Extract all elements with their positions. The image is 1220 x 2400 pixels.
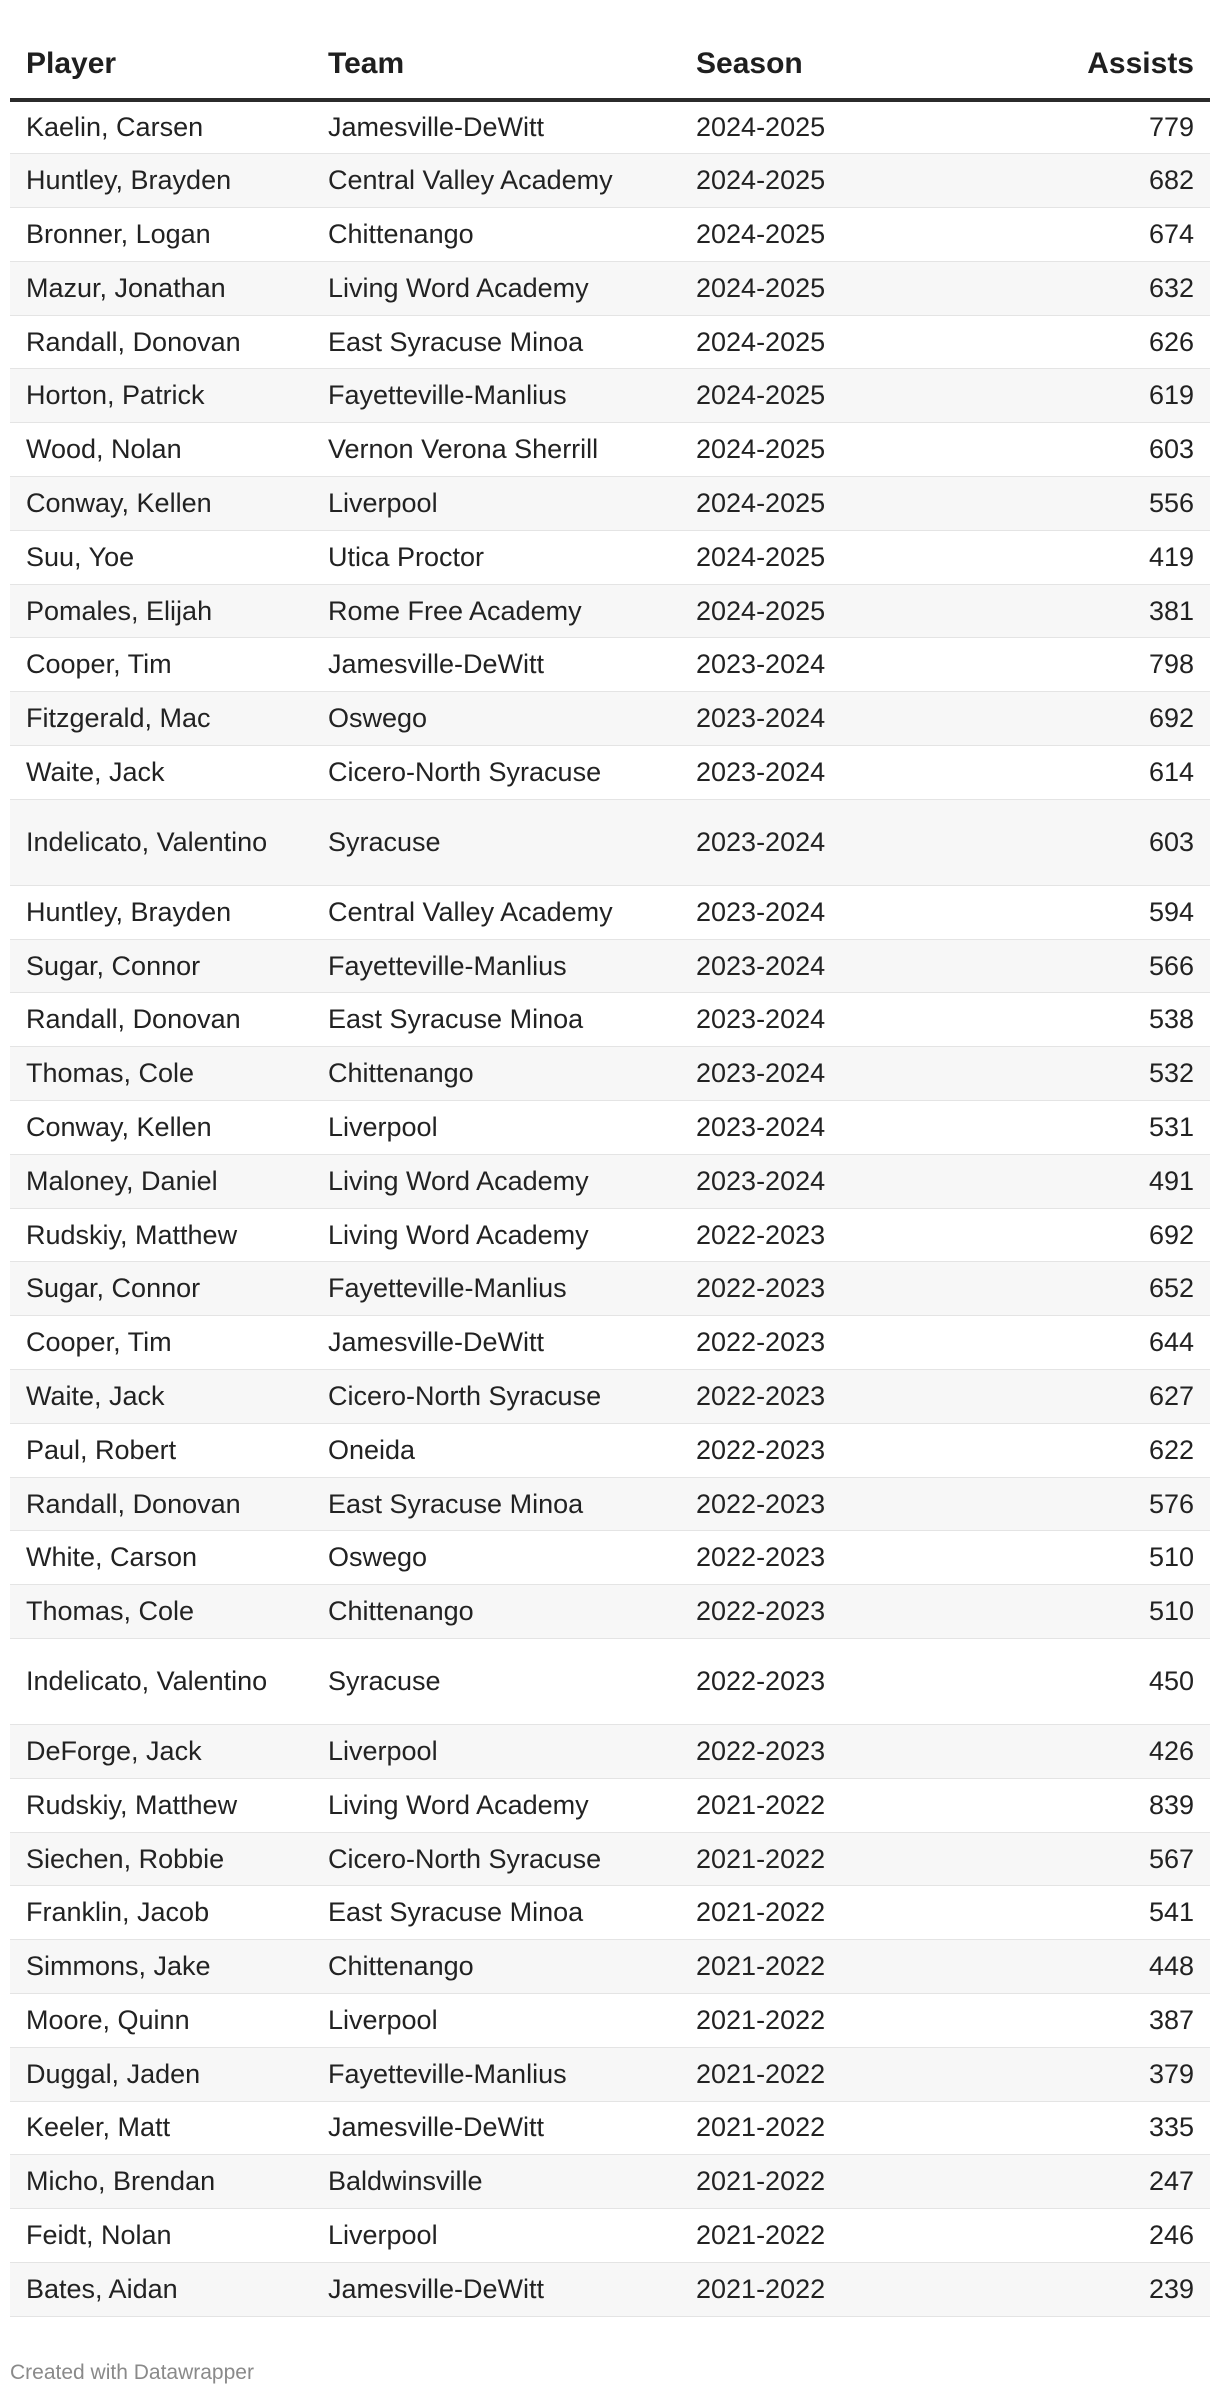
season-cell: 2021-2022	[680, 1832, 980, 1886]
table-row	[10, 2262, 1210, 2316]
table-row	[10, 154, 1210, 208]
player-cell: Cooper, Tim	[10, 638, 312, 692]
assists-cell: 531	[980, 1101, 1210, 1155]
assists-cell: 594	[980, 885, 1210, 939]
season-cell: 2024-2025	[680, 369, 980, 423]
table-row	[10, 1101, 1210, 1155]
column-header-team[interactable]: Team	[312, 30, 680, 100]
table-row	[10, 1531, 1210, 1585]
column-header-assists[interactable]: Assists	[980, 30, 1210, 100]
team-cell: Fayetteville-Manlius	[312, 1262, 680, 1316]
player-cell: Suu, Yoe	[10, 530, 312, 584]
team-cell: Jamesville-DeWitt	[312, 2262, 680, 2316]
table-row	[10, 1994, 1210, 2048]
team-cell: Syracuse	[312, 799, 680, 885]
season-cell: 2022-2023	[680, 1477, 980, 1531]
player-cell: Duggal, Jaden	[10, 2047, 312, 2101]
table-row	[10, 2047, 1210, 2101]
team-cell: East Syracuse Minoa	[312, 315, 680, 369]
assists-cell: 450	[980, 1639, 1210, 1725]
table-row	[10, 584, 1210, 638]
season-cell: 2024-2025	[680, 100, 980, 154]
team-cell: Liverpool	[312, 1101, 680, 1155]
table-row	[10, 638, 1210, 692]
table-row	[10, 1639, 1210, 1725]
player-cell: Mazur, Jonathan	[10, 261, 312, 315]
team-cell: Liverpool	[312, 477, 680, 531]
team-cell: Central Valley Academy	[312, 154, 680, 208]
table-row	[10, 261, 1210, 315]
table-row	[10, 477, 1210, 531]
header-row	[10, 30, 1210, 100]
assists-cell: 627	[980, 1370, 1210, 1424]
assists-cell: 614	[980, 746, 1210, 800]
assists-cell: 839	[980, 1778, 1210, 1832]
season-cell: 2022-2023	[680, 1639, 980, 1725]
player-cell: Randall, Donovan	[10, 315, 312, 369]
table-row	[10, 1778, 1210, 1832]
assists-cell: 247	[980, 2155, 1210, 2209]
player-cell: Keeler, Matt	[10, 2101, 312, 2155]
team-cell: Chittenango	[312, 1585, 680, 1639]
season-cell: 2021-2022	[680, 2101, 980, 2155]
season-cell: 2021-2022	[680, 1778, 980, 1832]
team-cell: Jamesville-DeWitt	[312, 100, 680, 154]
season-cell: 2023-2024	[680, 746, 980, 800]
assists-cell: 538	[980, 993, 1210, 1047]
player-cell: Maloney, Daniel	[10, 1154, 312, 1208]
season-cell: 2023-2024	[680, 799, 980, 885]
assists-cell: 335	[980, 2101, 1210, 2155]
column-header-season[interactable]: Season	[680, 30, 980, 100]
player-cell: Rudskiy, Matthew	[10, 1778, 312, 1832]
table-row	[10, 1725, 1210, 1779]
season-cell: 2024-2025	[680, 530, 980, 584]
table-row	[10, 100, 1210, 154]
player-cell: Wood, Nolan	[10, 423, 312, 477]
season-cell: 2021-2022	[680, 2047, 980, 2101]
season-cell: 2021-2022	[680, 2262, 980, 2316]
table-row	[10, 692, 1210, 746]
team-cell: Baldwinsville	[312, 2155, 680, 2209]
team-cell: Utica Proctor	[312, 530, 680, 584]
season-cell: 2022-2023	[680, 1585, 980, 1639]
player-cell: Thomas, Cole	[10, 1047, 312, 1101]
season-cell: 2023-2024	[680, 939, 980, 993]
table-row	[10, 746, 1210, 800]
assists-cell: 448	[980, 1940, 1210, 1994]
season-cell: 2023-2024	[680, 993, 980, 1047]
team-cell: Living Word Academy	[312, 1154, 680, 1208]
table-row	[10, 1940, 1210, 1994]
season-cell: 2023-2024	[680, 1154, 980, 1208]
player-cell: Randall, Donovan	[10, 1477, 312, 1531]
team-cell: Cicero-North Syracuse	[312, 1832, 680, 1886]
assists-cell: 644	[980, 1316, 1210, 1370]
season-cell: 2022-2023	[680, 1725, 980, 1779]
table-row	[10, 993, 1210, 1047]
season-cell: 2021-2022	[680, 1994, 980, 2048]
assists-cell: 246	[980, 2209, 1210, 2263]
player-cell: Sugar, Connor	[10, 939, 312, 993]
team-cell: Fayetteville-Manlius	[312, 939, 680, 993]
table-row	[10, 885, 1210, 939]
team-cell: Jamesville-DeWitt	[312, 2101, 680, 2155]
assists-cell: 622	[980, 1423, 1210, 1477]
team-cell: Syracuse	[312, 1639, 680, 1725]
team-cell: East Syracuse Minoa	[312, 1886, 680, 1940]
player-cell: Paul, Robert	[10, 1423, 312, 1477]
assists-cell: 419	[980, 530, 1210, 584]
team-cell: Oneida	[312, 1423, 680, 1477]
assists-cell: 626	[980, 315, 1210, 369]
player-cell: Huntley, Brayden	[10, 885, 312, 939]
player-cell: Kaelin, Carsen	[10, 100, 312, 154]
player-cell: Cooper, Tim	[10, 1316, 312, 1370]
player-cell: Thomas, Cole	[10, 1585, 312, 1639]
season-cell: 2024-2025	[680, 261, 980, 315]
season-cell: 2022-2023	[680, 1208, 980, 1262]
player-cell: DeForge, Jack	[10, 1725, 312, 1779]
player-cell: Conway, Kellen	[10, 1101, 312, 1155]
team-cell: Living Word Academy	[312, 261, 680, 315]
assists-cell: 619	[980, 369, 1210, 423]
table-row	[10, 423, 1210, 477]
assists-cell: 779	[980, 100, 1210, 154]
season-cell: 2022-2023	[680, 1316, 980, 1370]
column-header-player[interactable]: Player	[10, 30, 312, 100]
player-cell: Rudskiy, Matthew	[10, 1208, 312, 1262]
assists-cell: 682	[980, 154, 1210, 208]
player-cell: Huntley, Brayden	[10, 154, 312, 208]
player-cell: Pomales, Elijah	[10, 584, 312, 638]
assists-cell: 387	[980, 1994, 1210, 2048]
season-cell: 2024-2025	[680, 423, 980, 477]
table-row	[10, 799, 1210, 885]
season-cell: 2022-2023	[680, 1531, 980, 1585]
table-row	[10, 1370, 1210, 1424]
team-cell: Jamesville-DeWitt	[312, 638, 680, 692]
table-row	[10, 1154, 1210, 1208]
player-cell: Franklin, Jacob	[10, 1886, 312, 1940]
season-cell: 2022-2023	[680, 1370, 980, 1424]
assists-cell: 532	[980, 1047, 1210, 1101]
season-cell: 2021-2022	[680, 2155, 980, 2209]
team-cell: Living Word Academy	[312, 1208, 680, 1262]
team-cell: Chittenango	[312, 1940, 680, 1994]
season-cell: 2023-2024	[680, 638, 980, 692]
team-cell: Living Word Academy	[312, 1778, 680, 1832]
assists-table	[10, 30, 1210, 2317]
season-cell: 2023-2024	[680, 1047, 980, 1101]
team-cell: Fayetteville-Manlius	[312, 2047, 680, 2101]
table-row	[10, 939, 1210, 993]
team-cell: Liverpool	[312, 1725, 680, 1779]
team-cell: Cicero-North Syracuse	[312, 746, 680, 800]
season-cell: 2023-2024	[680, 692, 980, 746]
table-row	[10, 2209, 1210, 2263]
season-cell: 2024-2025	[680, 477, 980, 531]
table-row	[10, 530, 1210, 584]
table-header	[10, 30, 1210, 100]
player-cell: Bates, Aidan	[10, 2262, 312, 2316]
table-row	[10, 1423, 1210, 1477]
team-cell: East Syracuse Minoa	[312, 993, 680, 1047]
assists-cell: 576	[980, 1477, 1210, 1531]
table-body	[10, 100, 1210, 2316]
assists-cell: 379	[980, 2047, 1210, 2101]
assists-cell: 541	[980, 1886, 1210, 1940]
assists-cell: 566	[980, 939, 1210, 993]
player-cell: Moore, Quinn	[10, 1994, 312, 2048]
assists-cell: 632	[980, 261, 1210, 315]
season-cell: 2024-2025	[680, 208, 980, 262]
table-row	[10, 1316, 1210, 1370]
team-cell: Jamesville-DeWitt	[312, 1316, 680, 1370]
team-cell: Oswego	[312, 1531, 680, 1585]
player-cell: Indelicato, Valentino	[10, 799, 312, 885]
assists-cell: 652	[980, 1262, 1210, 1316]
table-row	[10, 1208, 1210, 1262]
table-row	[10, 1832, 1210, 1886]
assists-cell: 798	[980, 638, 1210, 692]
assists-cell: 692	[980, 692, 1210, 746]
table-row	[10, 2101, 1210, 2155]
assists-cell: 491	[980, 1154, 1210, 1208]
player-cell: Indelicato, Valentino	[10, 1639, 312, 1725]
team-cell: Central Valley Academy	[312, 885, 680, 939]
player-cell: Fitzgerald, Mac	[10, 692, 312, 746]
season-cell: 2023-2024	[680, 885, 980, 939]
player-cell: White, Carson	[10, 1531, 312, 1585]
assists-cell: 674	[980, 208, 1210, 262]
team-cell: Vernon Verona Sherrill	[312, 423, 680, 477]
player-cell: Randall, Donovan	[10, 993, 312, 1047]
table-row	[10, 208, 1210, 262]
season-cell: 2022-2023	[680, 1423, 980, 1477]
assists-cell: 556	[980, 477, 1210, 531]
player-cell: Siechen, Robbie	[10, 1832, 312, 1886]
season-cell: 2021-2022	[680, 1886, 980, 1940]
table-row	[10, 2155, 1210, 2209]
season-cell: 2024-2025	[680, 315, 980, 369]
team-cell: Cicero-North Syracuse	[312, 1370, 680, 1424]
team-cell: Chittenango	[312, 208, 680, 262]
assists-cell: 603	[980, 799, 1210, 885]
assists-cell: 381	[980, 584, 1210, 638]
table-row	[10, 1477, 1210, 1531]
season-cell: 2022-2023	[680, 1262, 980, 1316]
table-row	[10, 369, 1210, 423]
assists-cell: 567	[980, 1832, 1210, 1886]
table-row	[10, 315, 1210, 369]
assists-cell: 510	[980, 1585, 1210, 1639]
team-cell: Oswego	[312, 692, 680, 746]
season-cell: 2023-2024	[680, 1101, 980, 1155]
player-cell: Horton, Patrick	[10, 369, 312, 423]
player-cell: Waite, Jack	[10, 1370, 312, 1424]
season-cell: 2024-2025	[680, 154, 980, 208]
season-cell: 2024-2025	[680, 584, 980, 638]
team-cell: Rome Free Academy	[312, 584, 680, 638]
player-cell: Micho, Brendan	[10, 2155, 312, 2209]
assists-cell: 692	[980, 1208, 1210, 1262]
player-cell: Waite, Jack	[10, 746, 312, 800]
datawrapper-credit: Created with Datawrapper	[10, 2361, 254, 2384]
assists-cell: 239	[980, 2262, 1210, 2316]
team-cell: Fayetteville-Manlius	[312, 369, 680, 423]
season-cell: 2021-2022	[680, 2209, 980, 2263]
player-cell: Feidt, Nolan	[10, 2209, 312, 2263]
player-cell: Simmons, Jake	[10, 1940, 312, 1994]
player-cell: Bronner, Logan	[10, 208, 312, 262]
season-cell: 2021-2022	[680, 1940, 980, 1994]
team-cell: Chittenango	[312, 1047, 680, 1101]
player-cell: Sugar, Connor	[10, 1262, 312, 1316]
assists-cell: 510	[980, 1531, 1210, 1585]
team-cell: East Syracuse Minoa	[312, 1477, 680, 1531]
table-row	[10, 1262, 1210, 1316]
player-cell: Conway, Kellen	[10, 477, 312, 531]
table-row	[10, 1886, 1210, 1940]
table-row	[10, 1585, 1210, 1639]
assists-cell: 603	[980, 423, 1210, 477]
table-row	[10, 1047, 1210, 1101]
team-cell: Liverpool	[312, 1994, 680, 2048]
team-cell: Liverpool	[312, 2209, 680, 2263]
assists-cell: 426	[980, 1725, 1210, 1779]
